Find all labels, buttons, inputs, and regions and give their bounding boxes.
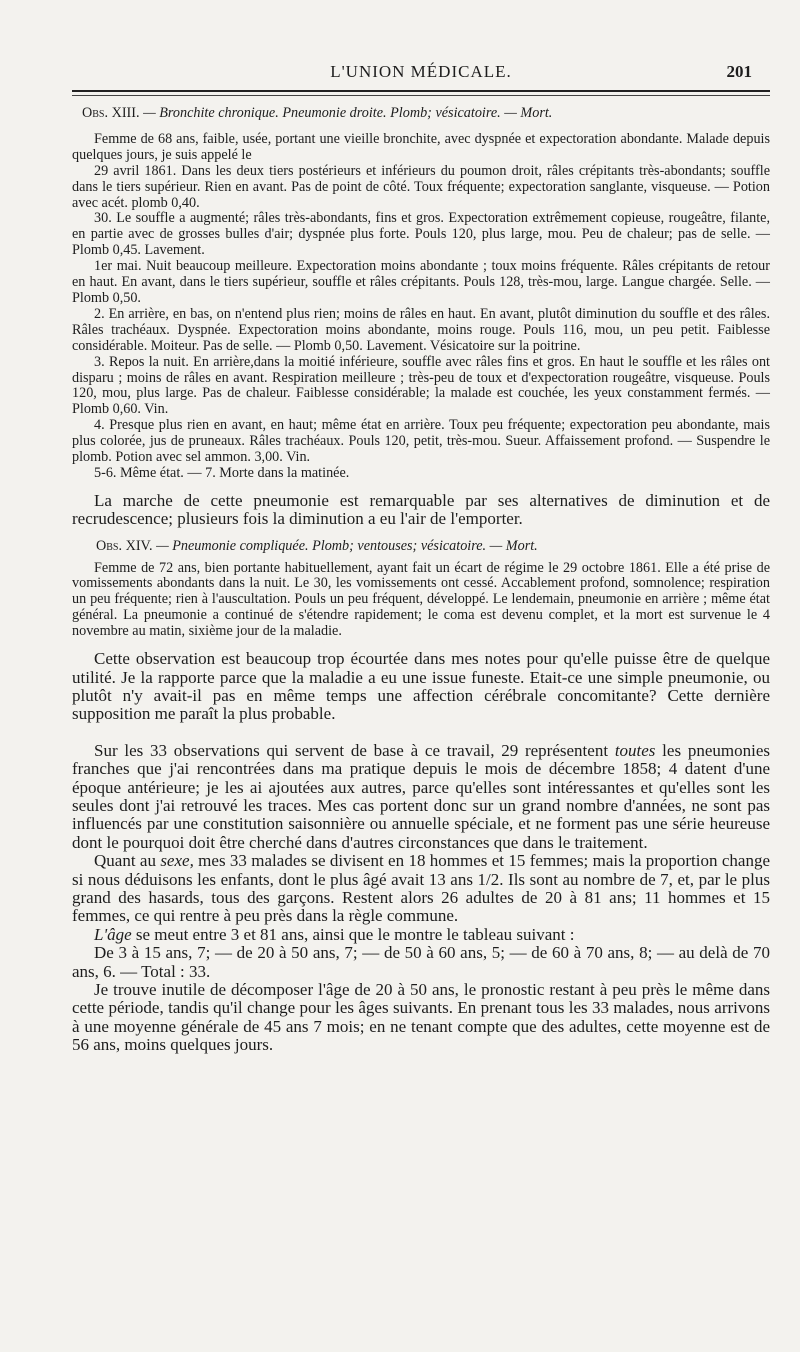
obs-14-label: Obs. XIV.	[96, 537, 153, 554]
body-paragraph: L'âge se meut entre 3 et 81 ans, ainsi que le montre le tableau suivant :	[94, 924, 575, 944]
body-paragraph: Sur les 33 observations qui servent de base à ce travail, 29 représentent toutes les pneumonies franches que j'ai rencontrées dans ma pratique depuis le mois de décembre 1858; 4 datent d'une époque antérieure; je les ai ajoutées aux autres, parce qu'elles sont intéressantes et qu'elles sont les seules dont j'ai retrouvé les traces. Mes cas portent donc sur un grand nombre d'années, ne sont pas influencés par une constitution saisonnière ou annuelle spéciale, et ne forment pas une série heureuse dont le pourquoi doit être cherché dans d'autres circonstances que dans le traitement.	[72, 740, 770, 852]
obs-13-paragraph: 5-6. Même état. — 7. Morte dans la matinée.	[94, 464, 350, 481]
header-rule-thin	[72, 95, 770, 96]
obs-13-heading	[72, 106, 770, 122]
obs-13-paragraph: 2. En arrière, en bas, on n'entend plus rien; moins de râles en haut. En avant, plutôt diminution du souffle et des râles. Râles trachéaux. Dyspnée. Expectoration moins abondante, moins rouge. Pouls 116, mou, un peu petit. Faiblesse considérable. Moiteur. Pas de selle. — Plomb 0,50. Lavement. Vésicatoire sur la poitrine.	[72, 305, 770, 354]
obs-13-paragraph: 3. Repos la nuit. En arrière,dans la moitié inférieure, souffle avec râles fins et gros. En haut le souffle et les râles ont disparu ; moins de râles en avant. Respiration meilleure ; très-peu de toux et d'expectoration rougeâtre, visqueuse. Pouls 120, mou, plus large. Pas de chaleur. Faiblesse considérable; la malade est couchée, les yeux constamment fermés. — Plomb 0,60. Vin.	[72, 353, 770, 418]
page-number: 201	[726, 62, 752, 81]
header-rule	[72, 90, 770, 92]
commentary-paragraph: La marche de cette pneumonie est remarquable par ses alternatives de diminution et de recrudescence; plusieurs fois la diminution a eu l'air de l'emporter.	[72, 490, 770, 529]
running-head	[72, 60, 770, 86]
page-content	[72, 106, 770, 1055]
body-paragraph: Je trouve inutile de décomposer l'âge de 20 à 50 ans, le pronostic restant à peu près le même dans cette période, tandis qu'il change pour les âges suivants. En prenant tous les 33 malades, nous arrivons à une moyenne générale de 45 ans 7 mois; en ne tenant compte que des adultes, cette moyenne est de 56 ans, moins quelques jours.	[72, 980, 770, 1055]
obs-13-paragraph: 4. Presque plus rien en avant, en haut; même état en arrière. Toux peu fréquente; expectoration peu abondante, mais plus colorée, jus de pruneaux. Râles trachéaux. Pouls 120, petit, très-mou. Sueur. Affaissement profond. — Suspendre le plomb. Potion avec sel ammon. 3,00. Vin.	[72, 417, 770, 466]
obs-13-paragraph: 1er mai. Nuit beaucoup meilleure. Expectoration moins abondante ; toux moins fréquente. Râles crépitants de retour en haut. En avant, dans le tiers supérieur, souffle et râles crépitants. Pouls 128, très-mou, large. Langue chargée. Selle. — Plomb 0,50.	[72, 258, 770, 306]
obs-13-title: — Bronchite chronique. Pneumonie droite. Plomb; vésicatoire. — Mort.	[143, 105, 553, 121]
running-title: L'UNION MÉDICALE.	[330, 62, 512, 81]
commentary-paragraph: Cette observation est beaucoup trop écourtée dans mes notes pour qu'elle puisse être de quelque utilité. Je la rapporte parce que la maladie a eu une issue funeste. Etait-ce une simple pneumonie, ou plutôt n'y avait-il pas en même temps une affection cérébrale concomitante? Cette dernière supposition me paraît la plus probable.	[72, 649, 770, 724]
obs-14-heading	[72, 539, 770, 555]
obs-13-paragraph: 30. Le souffle a augmenté; râles très-abondants, fins et gros. Expectoration extrêmement copieuse, rougeâtre, filante, en partie avec de grosses bulles d'air; dyspnée plus forte. Pouls 120, plus large, mou. Peu de chaleur; pas de selle. — Plomb 0,45. Lavement.	[72, 210, 770, 259]
obs-14-title: — Pneumonie compliquée. Plomb; ventouses; vésicatoire. — Mort.	[156, 537, 538, 554]
obs-14-paragraph: Femme de 72 ans, bien portante habituellement, ayant fait un écart de régime le 29 octobre 1861. Elle a été prise de vomissements abondants dans la nuit. Le 30, les vomissements ont cessé. Accablement profond, somnolence; respiration un peu fréquente; rien à l'auscultation. Pouls un peu fréquent, développé. Le lendemain, pneumonie en arrière ; même état général. La pneumonie a continué de s'étendre rapidement; le coma est devenu complet, et la mort est survenue le 4 novembre au matin, sixième jour de la maladie.	[72, 559, 770, 640]
obs-13-paragraph: Femme de 68 ans, faible, usée, portant une vieille bronchite, avec dyspnée et expectoration abondante. Malade depuis quelques jours, je suis appelé le	[72, 130, 770, 163]
obs-13-paragraph: 29 avril 1861. Dans les deux tiers postérieurs et inférieurs du poumon droit, râles crépitants très-abondants; souffle dans le tiers supérieur. Rien en avant. Pas de point de côté. Toux fréquente; expectoration sanglante, visqueuse. — Potion avec acét. plomb 0,40.	[72, 162, 770, 211]
body-paragraph: Quant au sexe, mes 33 malades se divisent en 18 hommes et 15 femmes; mais la proportion change si nous déduisons les enfants, dont le plus âgé avait 13 ans 1/2. Ils sont au nombre de 7, et, par le plus grand des hasards, tous des garçons. Restent alors 26 adultes de 20 à 81 ans; 11 hommes et 15 femmes, ce qui rentre à peu près dans la règle commune.	[72, 851, 770, 926]
obs-13-label: Obs. XIII.	[82, 105, 140, 121]
body-paragraph: De 3 à 15 ans, 7; — de 20 à 50 ans, 7; — de 50 à 60 ans, 5; — de 60 à 70 ans, 8; — au delà de 70 ans, 6. — Total : 33.	[72, 943, 770, 981]
